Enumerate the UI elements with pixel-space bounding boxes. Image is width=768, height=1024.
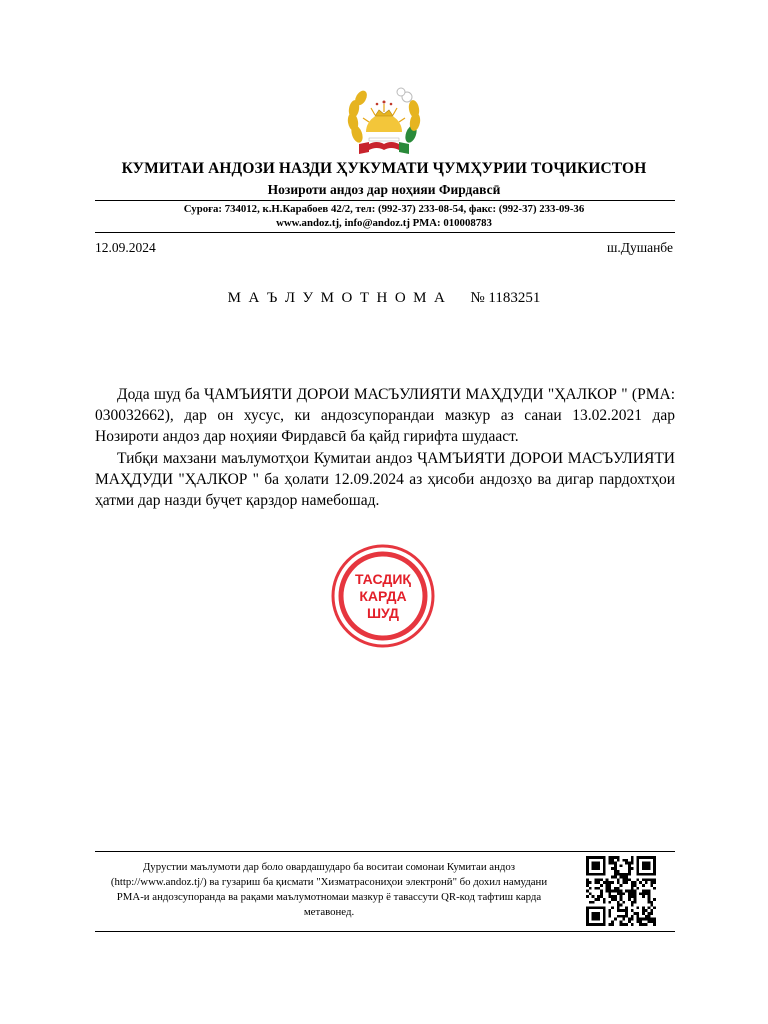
body-paragraph-2: Тибқи махзани маълумотҳои Кумитаи андоз ҶАМЪИЯТИ ДОРОИ МАСЪУЛИЯТИ МАҲДУДИ "ҲАЛКОР " ба ҳолати 12.09.2024 аз ҳисоби андозҳо ва дигар пардохтҳои ҳатми дар назди буҷет қарздор намебошад. [95, 450, 675, 509]
document-title-text: МАЪЛУМОТНОМА [227, 290, 453, 306]
document-city: ш.Душанбе [606, 240, 673, 255]
document-body [95, 384, 675, 512]
qr-code-icon [586, 856, 656, 926]
document-title [0, 290, 768, 307]
stamp-line-2: КАРДА [359, 588, 407, 604]
footer-divider-top [95, 851, 675, 852]
stamp-line-3: ШУД [366, 605, 400, 621]
department-name: Нозироти андоз дар ноҳияи Фирдавсӣ [267, 182, 501, 197]
organization-name: КУМИТАИ АНДОЗИ НАЗДИ ҲУКУМАТИ ҶУМҲУРИИ ТОҶИКИСТОН [121, 160, 647, 177]
stamp-line-1: ТАСДИҚ [355, 571, 411, 587]
approval-stamp [330, 543, 436, 649]
body-paragraph-1: Дода шуд ба ҶАМЪИЯТИ ДОРОИ МАСЪУЛИЯТИ МАҲДУДИ "ҲАЛКОР " (РМА: 030032662), дар он хусус, ки андозсупорандаи мазкур аз санаи 13.02.2021 дар Нозироти андоз дар ноҳияи Фирдавсӣ ба қайд гирифта шудааст. [95, 386, 675, 445]
header-divider-top [95, 200, 675, 201]
document-number: № 1183251 [470, 290, 541, 306]
footer-divider-bottom [95, 931, 675, 932]
footer-note: Дурустии маълумоти дар боло овардашударо ба воситаи сомонаи Кумитаи андоз (http://www.andoz.tj/) ва гузариш ба қисмати "Хизматрасониҳои электронӣ" бо дохил намудани РМА-и андозсупоранда ва рақами маълумотномаи мазкур ё тавассути QR-код тафтиш карда метавонед. [110, 861, 548, 918]
document-date: 12.09.2024 [95, 240, 156, 255]
header-divider-bottom [95, 232, 675, 233]
contact-address: Суроға: 734012, к.Н.Карабоев 42/2, тел: (992-37) 233-08-54, факс: (992-37) 233-09-36 [183, 203, 585, 215]
contact-info [0, 202, 768, 230]
tajikistan-coat-of-arms-icon [339, 82, 429, 162]
contact-web: www.andoz.tj, info@andoz.tj РМА: 010008783 [276, 217, 492, 229]
